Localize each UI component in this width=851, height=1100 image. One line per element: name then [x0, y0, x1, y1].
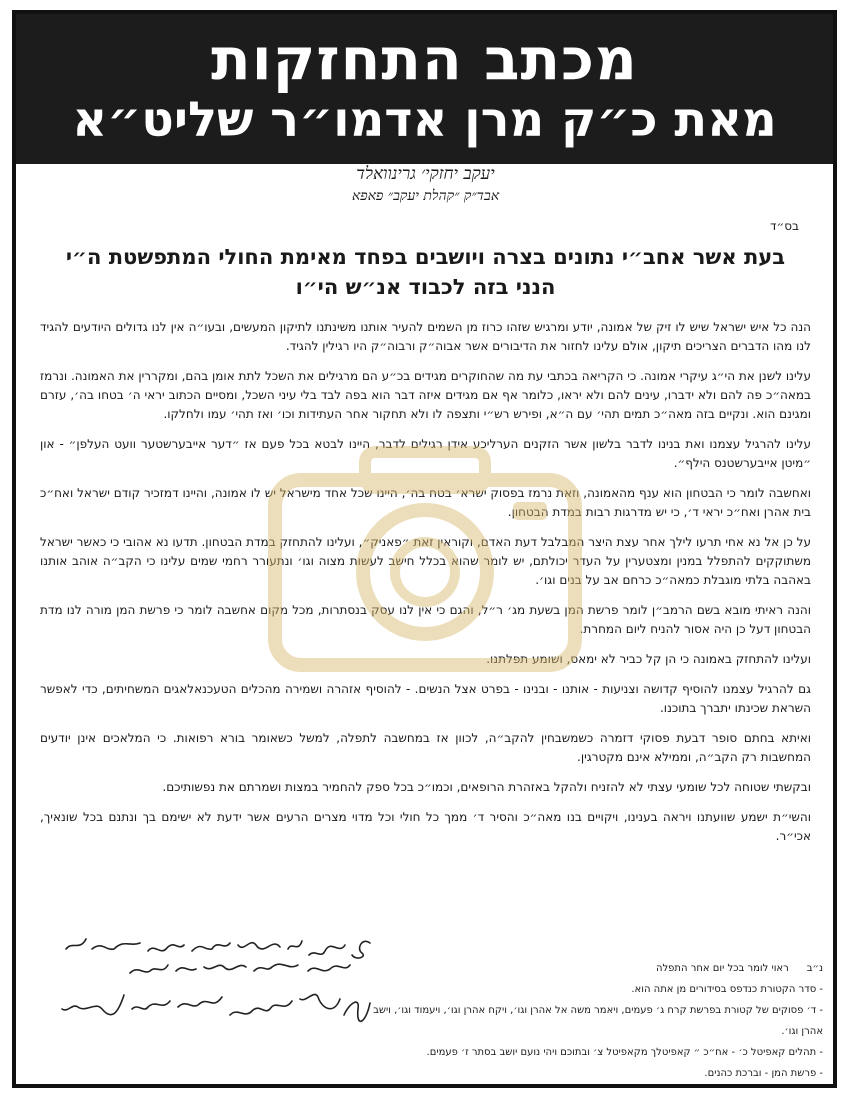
- postscript-item: - סדר הקטורת כנדפס בסידורים מן אתה הוא.: [631, 984, 823, 995]
- paragraph: על כן אל נא אחי תרעו לילך אחר עצת היצר המבלבל דעת האדם, וקוראין זאת ״פאניק״, ועלינו להתחזק במדת הבטחון. תדעו נא אהובי כי כאשר ישראל משתוקקים להתפלל במנין ומצטערין על העדר יכולתם, יש לומר שהוא בכלל חישב לעשות מצוה וגו׳ ונתעורר רחמי שמים עלינו כי הקב״ה אוהב אותנו באהבה בלתי מוגבלת כמאה״כ כרחם אב על בנים וגו׳.: [40, 535, 811, 587]
- handwritten-signature: [40, 925, 380, 1045]
- paragraph: והשי״ת ישמע שוועתנו ויראה בענינו, ויקויים בנו מאה״כ והסיר ד׳ ממך כל חולי וכל מדוי מצרים הרעים אשר ידעת לא ישימם בך ונתנם בכל שונאיך, אכי״ר.: [40, 810, 811, 843]
- letterhead: [0, 162, 851, 206]
- postscript: [353, 958, 823, 1084]
- postscript-item: - תהלים קאפיטל כ׳ - אח״כ ״ קאפיטלך מקאפיטל צ׳ ובתוכם ויהי נועם יושב בסתר ז׳ פעמים.: [426, 1047, 823, 1058]
- bsd-mark: בס״ד: [769, 219, 799, 233]
- headline-line-1: בעת אשר אחב״י נתונים בצרה ויושבים בפחד מאימת החולי המתפשטת ה״י: [65, 245, 786, 269]
- paragraph: הנה כל איש ישראל שיש לו זיק של אמונה, יודע ומרגיש שזהו כרוז מן השמים להעיר אותנו משינתנו לתיקון המעשים, ובעו״ה אין לנו גדולים היודעים להגיד לנו מהו הדברים הצריכים תיקון, אולם עלינו לחזור את הדיבורים אשר אבוה״ק ורבוה״ק היו רגילין להגיד.: [40, 320, 811, 353]
- postscript-item: - פרשת המן - וברכת כהנים.: [704, 1068, 823, 1079]
- paragraph: עלינו לשנן את הי״ג עיקרי אמונה. כי הקריאה בכתבי עת מה שהחוקרים מגידים בכ״ע הם מרגילים את השכל לתת אומן בהם, ומקררין את האמונה. ונרמז במאה״כ פה להם ולא ידברו, עינים להם ולא יראו, כלומר אף אם מגידים איזה דבר הוא בפה לבד בלי עיני השכל, ומסיים הכתוב יראי ה׳ בטחו בה׳, עזרם ומגינם הוא. ונקיים בזה מאה״כ תמים תהי׳ עם ה״א, ופירש רש״י ותצפה לו ולא תחקור אחר העתידות וכו׳ ואז תהי׳ עמו ולחלקו.: [40, 369, 811, 421]
- paragraph: ואיתא בחתם סופר דבעת פסוקי דזמרה כשמשבחין להקב״ה, לכוון אז במחשבה לתפלה, למשל כשאומר בורא רפואות. כי המלאכים אינן יודעים המחשבות רק הקב״ה, וממילא אינם מקטרגין.: [40, 731, 811, 764]
- header-title: מכתב התחזקות: [211, 25, 638, 93]
- paragraph: ואחשבה לומר כי הבטחון הוא ענף מהאמונה, וזאת נרמז בפסוק ישרא׳ בטח בה׳, היינו שכל אחד מישראל יש לו אמונה, והיינו דמזכיר קודם ישראל ואח״כ בית אהרן ואח״כ יראי ד׳, כי יש מדרגות רבות במדת הבטחון.: [40, 486, 811, 519]
- postscript-label: נ״ב: [806, 963, 823, 974]
- paragraph: והנה ראיתי מובא בשם הרמב״ן לומר פרשת המן בשעת מג׳ ר״ל, והגם כי אין לנו עסק בנסתרות, מכל מקום אחשבה לומר כי פרשת המן מורה לנו מדת הבטחון דעל כן היה אסור להניח ליום המחרת.: [40, 603, 811, 636]
- letter-header: [16, 14, 833, 164]
- paragraph: גם להרגיל עצמנו להוסיף קדושה וצניעות - אותנו - ובנינו - בפרט אצל הנשים. - להוסיף אזהרה ושמירה מהכלים הטעכנאלאגים המשחיתים, כדי לאפשר השראת שכינתו יתברך בתוכנו.: [40, 682, 811, 715]
- letter-body: [40, 318, 811, 857]
- paragraph: עלינו להרגיל עצמנו ואת בנינו לדבר בלשון אשר הזקנים הערליכע אידן רגילים לדבר, היינו לבטא בכל פעם אז ״דער אייבערשטער וועט העלפן״ - און ״מיטן אייבערשטנס הילף״.: [40, 437, 811, 470]
- headline-line-2: הנני בזה לכבוד אנ״ש הי״ו: [295, 275, 556, 299]
- paragraph: ועלינו להתחזק באמונה כי הן קל כביר לא ימאס, ושומע תפלתנו.: [486, 652, 811, 666]
- postscript-intro: ראוי לומר בכל יום אחר התפלה: [655, 963, 789, 974]
- letter-headline: [30, 242, 821, 302]
- paragraph: ובקשתי שטוחה לכל שומעי עצתי לא להזניח ולהקל באזהרת הרופאים, וכמו״כ בכל ספק להחמיר במצות ושמרתם את נפשותיכם.: [162, 780, 811, 794]
- sender-name: יעקב יחזקי׳ גרינוואלד: [356, 164, 495, 184]
- postscript-item: - ד׳ פסוקים של קטורת בפרשת קרח ג׳ פעמים, ויאמר משה אל אהרן וגו׳, ויקח אהרן וגו׳, ויעמוד וגו׳, וישב אהרן וגו׳.: [373, 1005, 823, 1037]
- header-subtitle: מאת כ״ק מרן אדמו״ר שליט״א: [72, 92, 777, 148]
- sender-title: אבד״ק ״קהלת יעקב״ פאפא: [351, 188, 500, 204]
